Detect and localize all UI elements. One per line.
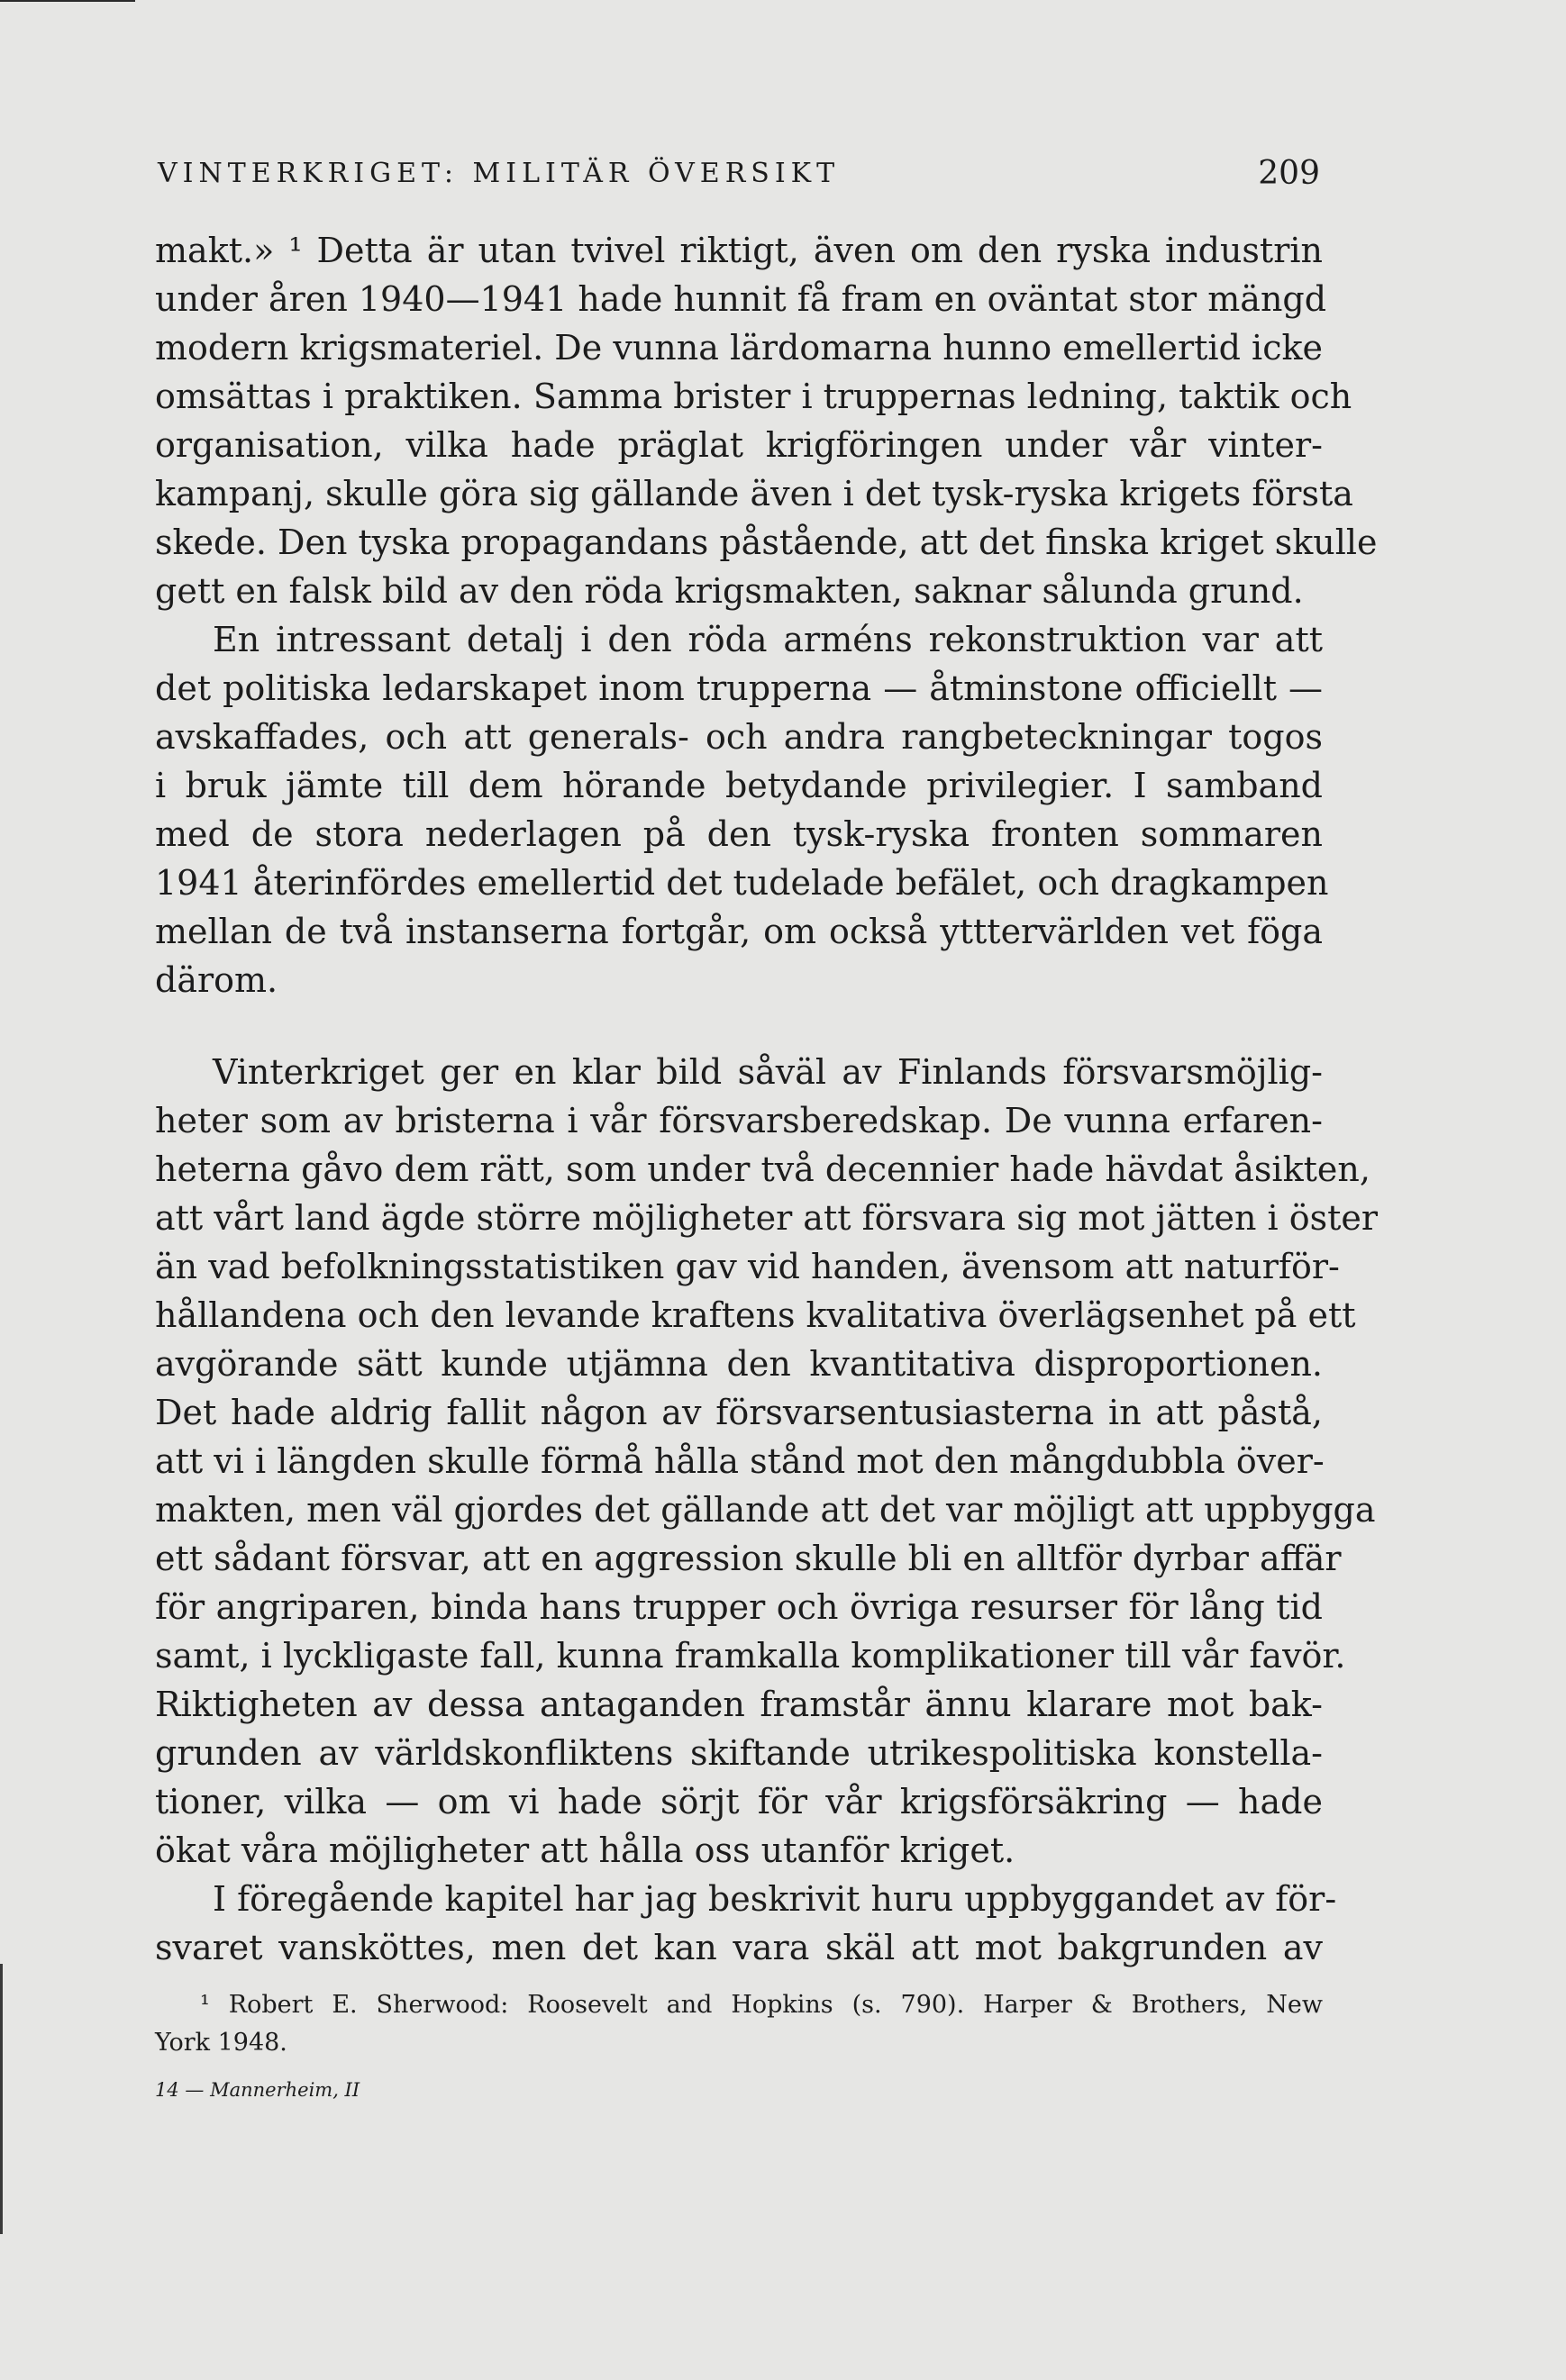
footnote (155, 1986, 1323, 2062)
text-line: skede. Den tyska propagandans påstående, att det finska kriget skulle (155, 522, 1378, 562)
text-line: grunden av världskonfliktens skiftande utrikespolitiska konstella- (155, 1733, 1323, 1773)
text-line: samt, i lyckligaste fall, kunna framkalla komplikationer till vår favör. (155, 1636, 1346, 1676)
text-line: I föregående kapitel har jag beskrivit huru uppbyggandet av för- (213, 1879, 1337, 1919)
footnote-line: York 1948. (155, 2029, 287, 2057)
text-line: mellan de två instanserna fortgår, om också ytttervärlden vet föga (155, 912, 1323, 951)
text-line: tioner, vilka — om vi hade sörjt för vår krigsförsäkring — hade (155, 1782, 1323, 1821)
text-line: Det hade aldrig fallit någon av försvarsentusiasterna in att påstå, (155, 1393, 1323, 1432)
text-line: gett en falsk bild av den röda krigsmakten, saknar sålunda grund. (155, 571, 1304, 611)
text-line: heterna gåvo dem rätt, som under två decennier hade hävdat åsikten, (155, 1149, 1370, 1189)
text-line: heter som av bristerna i vår försvarsberedskap. De vunna erfaren- (155, 1101, 1323, 1140)
text-line: svaret vansköttes, men det kan vara skäl att mot bakgrunden av (155, 1928, 1323, 1967)
paragraph-4 (155, 1875, 1337, 1972)
text-line: det politiska ledarskapet inom trupperna — åtminstone officiellt — (155, 668, 1323, 708)
text-line: kampanj, skulle göra sig gällande även i det tysk-ryska krigets första (155, 474, 1353, 513)
text-line: modern krigsmateriel. De vunna lärdomarna hunno emellertid icke (155, 328, 1323, 368)
text-line: med de stora nederlagen på den tysk-ryska fronten sommaren (155, 814, 1323, 854)
text-line: Vinterkriget ger en klar bild såväl av Finlands försvarsmöjlig- (213, 1052, 1323, 1092)
page-edge-top (0, 0, 135, 2)
text-line: En intressant detalj i den röda arméns rekonstruktion var att (213, 620, 1323, 659)
text-line: Riktigheten av dessa antaganden framstår ännu klarare mot bak- (155, 1685, 1323, 1724)
text-line: därom. (155, 960, 278, 1000)
running-header (158, 151, 1320, 196)
footnote-line: ¹ Robert E. Sherwood: Roosevelt and Hopkins (s. 790). Harper & Brothers, New (200, 1991, 1323, 2019)
paragraph-2 (155, 615, 1329, 1004)
text-line: under åren 1940—1941 hade hunnit få fram en oväntat stor mängd (155, 279, 1327, 319)
text-line: i bruk jämte till dem hörande betydande privilegier. I samband (155, 766, 1323, 805)
text-line: avgörande sätt kunde utjämna den kvantitativa disproportionen. (155, 1344, 1323, 1384)
paragraph-1 (155, 226, 1378, 615)
text-line: makt.» ¹ Detta är utan tvivel riktigt, även om den ryska industrin (155, 231, 1323, 270)
text-line: för angriparen, binda hans trupper och övriga resurser för lång tid (155, 1587, 1323, 1627)
signature-mark: 14 — Mannerheim, II (155, 2079, 360, 2101)
text-line: hållandena och den levande kraftens kvalitativa överlägsenhet på ett (155, 1295, 1356, 1335)
text-line: att vi i längden skulle förmå hålla stånd mot den mångdubbla över- (155, 1441, 1325, 1481)
text-line: avskaffades, och att generals- och andra rangbeteckningar togos (155, 717, 1323, 757)
text-line: ökat våra möjligheter att hålla oss utanför kriget. (155, 1830, 1015, 1870)
text-line: att vårt land ägde större möjligheter att försvara sig mot jätten i öster (155, 1198, 1379, 1238)
text-line: makten, men väl gjordes det gällande att det var möjligt att uppbygga (155, 1490, 1376, 1530)
page-edge-left (0, 1964, 3, 2234)
text-line: 1941 återinfördes emellertid det tudelade befälet, och dragkampen (155, 863, 1329, 903)
page-number: 209 (1258, 155, 1320, 192)
text-line: ett sådant försvar, att en aggression skulle bli en alltför dyrbar affär (155, 1539, 1342, 1578)
running-title: VINTERKRIGET: MILITÄR ÖVERSIKT (158, 158, 841, 189)
text-line: organisation, vilka hade präglat krigföringen under vår vinter- (155, 425, 1323, 465)
text-line: än vad befolkningsstatistiken gav vid handen, ävensom att naturför- (155, 1247, 1340, 1286)
text-line: omsättas i praktiken. Samma brister i truppernas ledning, taktik och (155, 377, 1352, 416)
paragraph-3 (155, 1048, 1379, 1875)
